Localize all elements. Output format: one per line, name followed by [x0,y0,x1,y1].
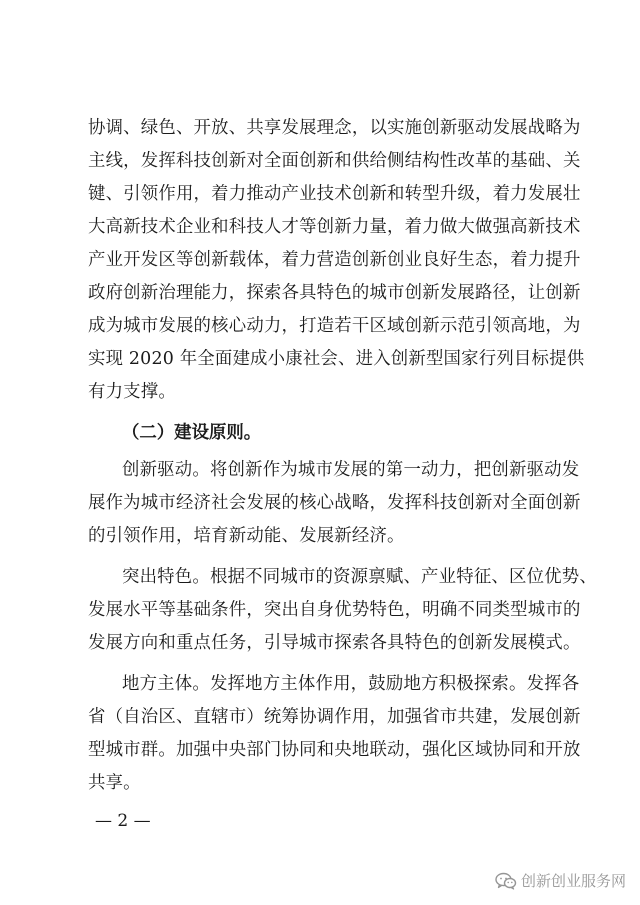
watermark-text: 创新创业服务网 [520,872,626,890]
paragraph-line: 共享。 [88,773,141,793]
paragraph-line: 产业开发区等创新载体，着力营造创新创业良好生态，着力提升 [88,250,581,270]
intro-paragraph [88,112,585,409]
watermark [495,870,626,891]
principle-local-leadership [88,668,581,800]
principle-distinctive-features [88,561,597,660]
principle-innovation-driven [88,454,581,553]
wechat-icon [495,872,517,890]
paragraph-line: 协调、绿色、开放、共享发展理念，以实施创新驱动发展战略为 [88,118,581,138]
paragraph-line: 型城市群。加强中央部门协同和央地联动，强化区域协同和开放 [88,740,581,760]
paragraph-line: 政府创新治理能力，探索各具特色的城市创新发展路径，让创新 [88,283,581,303]
paragraph-line: 地方主体。发挥地方主体作用，鼓励地方积极探索。发挥各 [122,674,580,694]
paragraph-line: 有力支撑。 [88,382,176,402]
paragraph-line: 发展方向和重点任务，引导城市探索各具特色的创新发展模式。 [88,633,581,653]
paragraph-line: 键、引领作用，着力推动产业技术创新和转型升级，着力发展壮 [88,184,581,204]
paragraph-line: 创新驱动。将创新作为城市发展的第一动力，把创新驱动发 [122,460,580,480]
paragraph-line: 省（自治区、直辖市）统筹协调作用，加强省市共建，发展创新 [88,707,581,727]
paragraph-line: 实现 2020 年全面建成小康社会、进入创新型国家行列目标提供 [88,349,585,369]
paragraph-line: 发展水平等基础条件，突出自身优势特色，明确不同类型城市的 [88,600,581,620]
paragraph-line: 主线，发挥科技创新对全面创新和供给侧结构性改革的基础、关 [88,151,581,171]
paragraph-line: 的引领作用，培育新动能、发展新经济。 [88,526,405,546]
paragraph-line: 成为城市发展的核心动力，打造若干区域创新示范引领高地，为 [88,316,581,336]
paragraph-line: 展作为城市经济社会发展的核心战略，发挥科技创新对全面创新 [88,493,581,513]
paragraph-line: 大高新技术企业和科技人才等创新力量，着力做大做强高新技术 [88,217,581,237]
document-body [88,112,597,800]
section-heading: （二）建设原则。 [122,423,262,443]
paragraph-line: 突出特色。根据不同城市的资源禀赋、产业特征、区位优势、 [122,567,597,587]
page-number: — 2 — [95,811,151,831]
